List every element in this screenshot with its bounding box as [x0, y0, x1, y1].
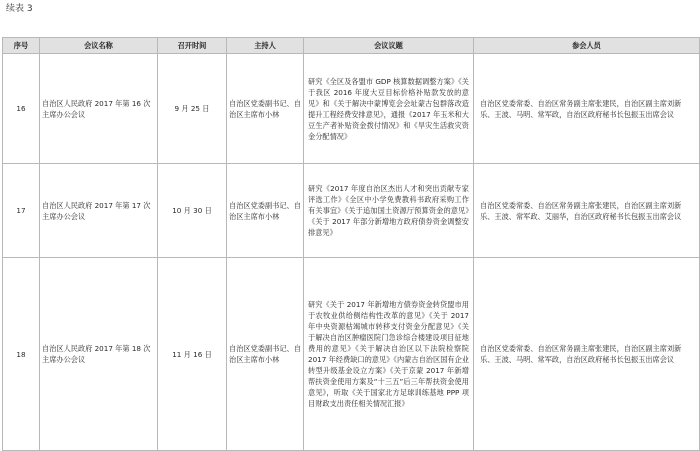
- cell-attendees: 自治区党委常委、自治区常务副主席张建民，自治区副主席刘新乐、王波、马明、常军政，自治区政府秘书长包振玉出席会议: [474, 54, 700, 164]
- header-name: 会议名称: [40, 38, 158, 54]
- cell-topics: 研究《2017 年度自治区杰出人才和突出贡献专家评选工作》《全区中小学免费教科书政府采购工作有关事宜》《关于追加国土资源厅预算资金的意见》《关于 2017 年部分新增地方政府债券资金调整安排意见》: [304, 164, 474, 258]
- cell-date: 9 月 25 日: [158, 54, 227, 164]
- cell-date: 11 月 16 日: [158, 258, 227, 451]
- cell-topics: 研究《关于 2017 年新增地方债券资金转贷盟市用于农牧业供给侧结构性改革的意见》《关于 2017 年中央资源枯竭城市转移支付资金分配意见》《关于解决自治区肿瘤医院门急诊综合楼建设项目征地费用的意见》《关于解决自治区以下法院检察院 2017 年经费缺口的意见》《内蒙古自治区国有企业转型升级基金设立方案》《关于京蒙 2017 年新增帮扶资金使用方案及“十三五”后三年帮扶资金使用意见》，听取《关于国家北方足球训练基地 PPP 项目财政支出责任相关情况汇报》: [304, 258, 474, 451]
- cell-seq: 18: [3, 258, 40, 451]
- cell-topics: 研究《全区及各盟市 GDP 核算数据调整方案》《关于我区 2016 年度大豆目标价格补贴款发放的意见》和《关于解决中蒙博览会会址蒙古包群落改造提升工程经费安排意见》，通报《2017 年玉米和大豆生产者补贴资金拨付情况》和《旱灾生活救灾资金分配情况》: [304, 54, 474, 164]
- table-row: [3, 258, 700, 451]
- cell-host-wrap: [227, 164, 304, 258]
- cell-host: 自治区党委副书记、自治区主席布小林: [229, 98, 301, 119]
- cell-host-wrap: [227, 54, 304, 164]
- cell-seq: 16: [3, 54, 40, 164]
- cell-attendees: 自治区党委常委、自治区常务副主席张建民，自治区副主席刘新乐、王波、常军政、艾丽华，自治区政府秘书长包振玉出席会议: [474, 164, 700, 258]
- header-seq: 序号: [3, 38, 40, 54]
- table-caption: 续表 3: [6, 4, 33, 14]
- cell-attendees: 自治区党委常委、自治区常务副主席张建民，自治区副主席刘新乐、王波、马明、常军政，自治区政府秘书长包振玉出席会议: [474, 258, 700, 451]
- cell-host-wrap: [227, 258, 304, 451]
- header-topics: 会议议题: [304, 38, 474, 54]
- cell-meeting-name: 自治区人民政府 2017 年第 17 次主席办公会议: [40, 164, 158, 258]
- cell-host: 自治区党委副书记、自治区主席布小林: [229, 200, 301, 221]
- header-host: 主持人: [227, 38, 304, 54]
- header-date: 召开时间: [158, 38, 227, 54]
- meeting-table: [2, 37, 700, 451]
- cell-date: 10 月 30 日: [158, 164, 227, 258]
- cell-meeting-name: 自治区人民政府 2017 年第 18 次主席办公会议: [40, 258, 158, 451]
- header-attendees: 参会人员: [474, 38, 700, 54]
- cell-seq: 17: [3, 164, 40, 258]
- cell-host: 自治区党委副书记、自治区主席布小林: [229, 344, 301, 364]
- table-row: [3, 54, 700, 164]
- table-row: [3, 164, 700, 258]
- table-header-row: [3, 38, 700, 54]
- cell-meeting-name: 自治区人民政府 2017 年第 16 次主席办公会议: [40, 54, 158, 164]
